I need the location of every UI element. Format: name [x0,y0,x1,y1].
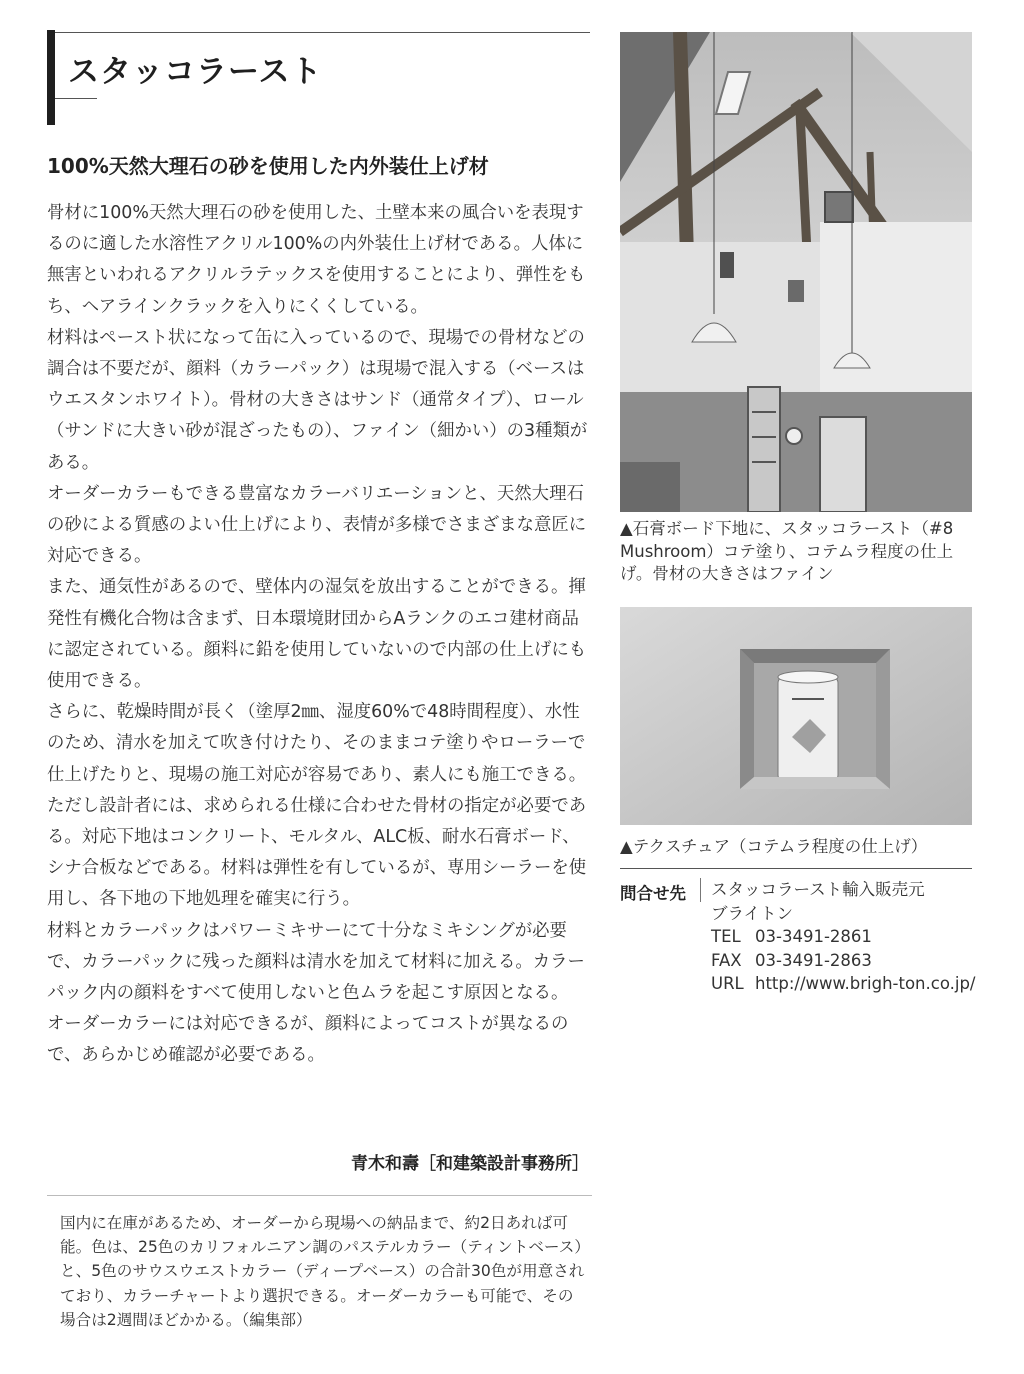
body-paragraph: 材料はペースト状になって缶に入っているので、現場での骨材などの調合は不要だが、顔料（カラーパック）は現場で混入する（ベースはウエスタンホワイト）。骨材の大きさはサンド（通常タイプ）、ロール（サンドに大きい砂が混ざったもの）、ファイン（細かい）の3種類がある。 [47,327,588,473]
url-label: URL [711,974,744,993]
contact-rule [620,868,972,869]
texture-photo-illustration [620,607,972,825]
contact-fax-row [711,949,976,973]
body-paragraph: さらに、乾燥時間が長く（塗厚2㎜、湿度60%で48時間程度）、水性のため、清水を加えて吹き付けたり、そのままコテ塗りやローラーで仕上げたりと、現場の施工対応が容易であり、素人にも施工できる。 [47,702,587,785]
fax-value: 03-3491-2863 [755,950,872,970]
article-body [47,198,595,1072]
editor-note: 国内に在庫があるため、オーダーから現場への納品まで、約2日あれば可能。色は、25色のカリフォルニアン調のパステルカラー（ティントベース）と、5色のサウスウエストカラー（ディープベース）の合計30色が用意されており、カラーチャートより選択できる。オーダーカラーも可能で、その場合は2週間ほどかかる。（編集部） [60,1214,585,1329]
title-underline [55,98,97,99]
tel-value: 03-3491-2861 [755,927,872,946]
url-value[interactable]: http://www.brigh-ton.co.jp/ [755,974,976,993]
body-paragraph: オーダーカラーもできる豊富なカラーバリエーションと、天然大理石の砂による質感のよい仕上げにより、表情が多様でさまざまな意匠に対応できる。 [47,483,587,567]
contact-tel-row [711,925,976,949]
photo-caption-interior: ▲石膏ボード下地に、スタッコラースト（#8 Mushroom）コテ塗り、コテムラ程度の仕上げ。骨材の大きさはファイン [620,519,954,583]
photo-caption-texture: ▲テクスチュア（コテムラ程度の仕上げ） [620,837,928,856]
body-paragraph: 骨材に100%天然大理石の砂を使用した、土壁本来の風合いを表現するのに適した水溶性アクリル100%の内外装仕上げ材である。人体に無害といわれるアクリルラテックスを使用することにより、弾性をもち、ヘアラインクラックを入りにくくしている。 [47,203,586,317]
contact-details [711,878,976,996]
article-title: スタッコラースト [68,54,323,90]
body-paragraph: また、通気性があるので、壁体内の湿気を放出することができる。揮発性有機化合物は含まず、日本環境財団からAランクのエコ建材商品に認定されている。顔料に鉛を使用していないので内部の仕上げにも使用できる。 [47,577,587,692]
title-rule [55,32,590,33]
body-paragraph: 材料とカラーパックはパワーミキサーにて十分なミキシングが必要で、カラーパックに残った顔料は清水を加えて材料に加える。カラーパック内の顔料をすべて使用しないと色ムラを起こす原因となる。 [47,920,585,1004]
contact-divider [700,878,701,902]
fax-label: FAX [711,950,742,970]
interior-photo-illustration [620,32,972,512]
contact-company: スタッコラースト輸入販売元 [711,880,925,899]
texture-photo [620,607,972,825]
interior-photo [620,32,972,512]
contact-label: 問合せ先 [620,884,686,903]
article-subtitle: 100%天然大理石の砂を使用した内外装仕上げ材 [47,154,489,178]
tel-label: TEL [711,927,741,946]
author-credit: 青木和壽［和建築設計事務所］ [351,1154,589,1174]
body-paragraph: オーダーカラーには対応できるが、顔料によってコストが異なるので、あらかじめ確認が必要である。 [47,1014,569,1066]
title-accent-bar [47,30,55,125]
contact-url-row [711,972,976,996]
body-paragraph: ただし設計者には、求められる仕様に合わせた骨材の指定が必要である。対応下地はコンクリート、モルタル、ALC板、耐水石膏ボード、シナ合板などである。材料は弾性を有しているが、専用シーラーを使用し、各下地の下地処理を確実に行う。 [47,795,587,910]
contact-name: ブライトン [711,903,794,923]
